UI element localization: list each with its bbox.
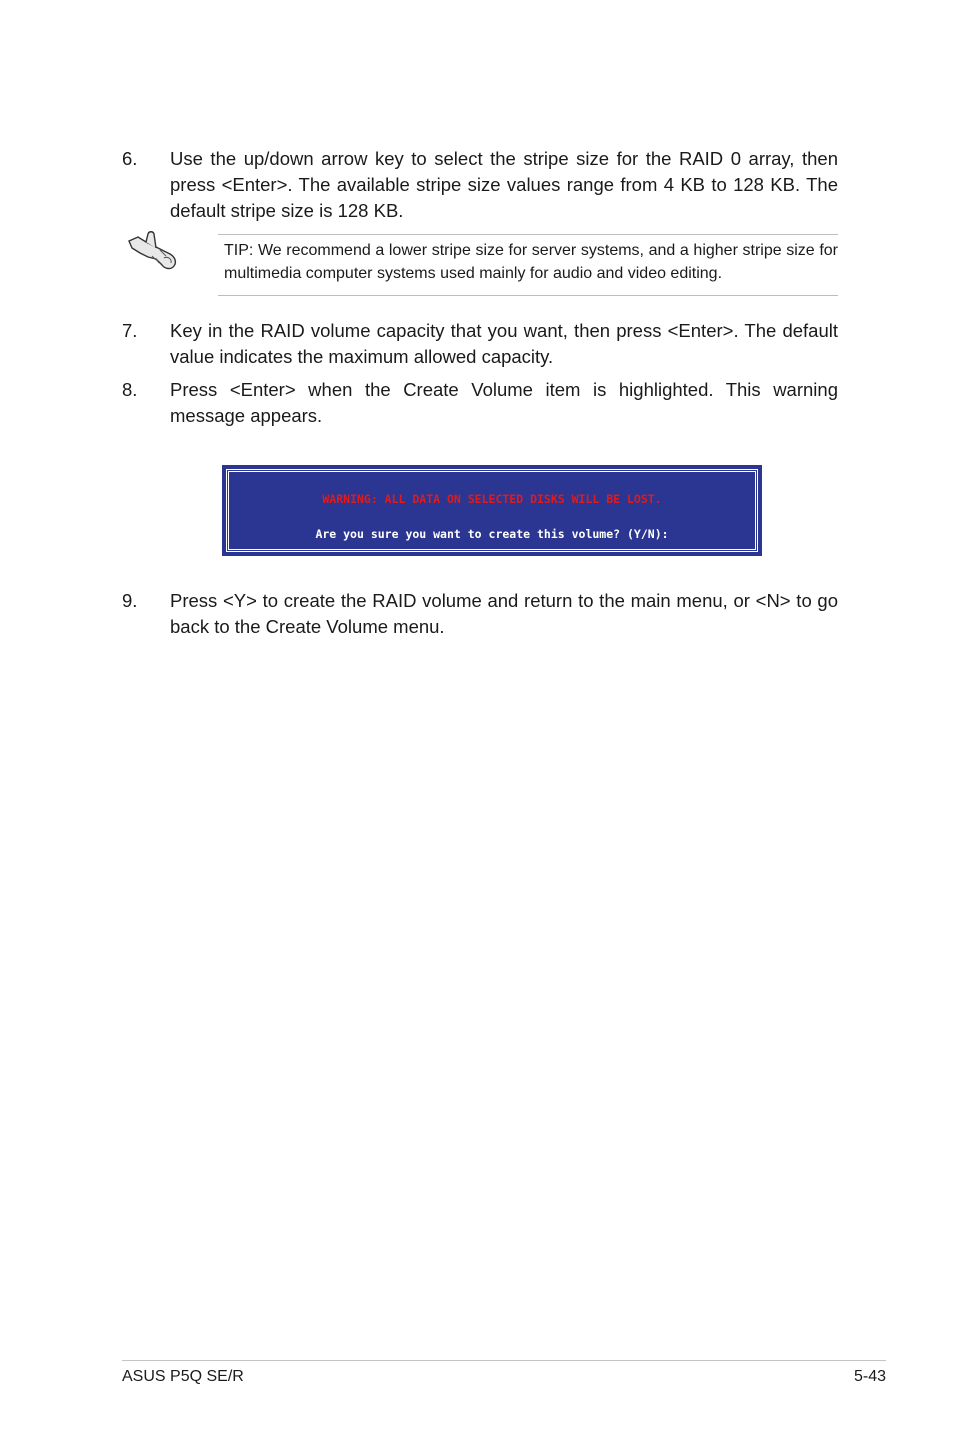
step-text: Press <Enter> when the Create Volume item is highlighted. This warning message appears. [170, 379, 838, 426]
step-8 [122, 377, 838, 429]
step-9 [122, 588, 838, 640]
step-number: 6. [122, 148, 138, 169]
page-number: 5-43 [853, 1368, 886, 1385]
step-6 [122, 146, 838, 224]
bios-warning-dialog [222, 465, 762, 556]
footer-rule [122, 1360, 886, 1361]
warning-message: WARNING: ALL DATA ON SELECTED DISKS WILL BE LOST. [322, 492, 662, 506]
step-text: Use the up/down arrow key to select the stripe size for the RAID 0 array, then press <Enter>. The available stripe size values range from 4 KB to 128 KB. The default stripe size is 128 KB. [170, 148, 838, 221]
tip-text: TIP: We recommend a lower stripe size for server systems, and a higher stripe size for multimedia computer systems used mainly for audio and video editing. [224, 242, 838, 282]
tip-bottom-rule [218, 295, 838, 296]
step-number: 7. [122, 320, 138, 341]
step-number: 9. [122, 590, 138, 611]
footer-product: ASUS P5Q SE/R [122, 1368, 244, 1385]
pointing-hand-icon [126, 228, 180, 274]
step-7 [122, 318, 838, 370]
step-number: 8. [122, 379, 138, 400]
confirm-prompt: Are you sure you want to create this volume? (Y/N): [315, 527, 669, 541]
step-text: Press <Y> to create the RAID volume and return to the main menu, or <N> to go back to the Create Volume menu. [170, 590, 838, 637]
step-text: Key in the RAID volume capacity that you want, then press <Enter>. The default value indicates the maximum allowed capacity. [170, 320, 838, 367]
dialog-border [226, 469, 758, 552]
tip-top-rule [218, 234, 838, 235]
